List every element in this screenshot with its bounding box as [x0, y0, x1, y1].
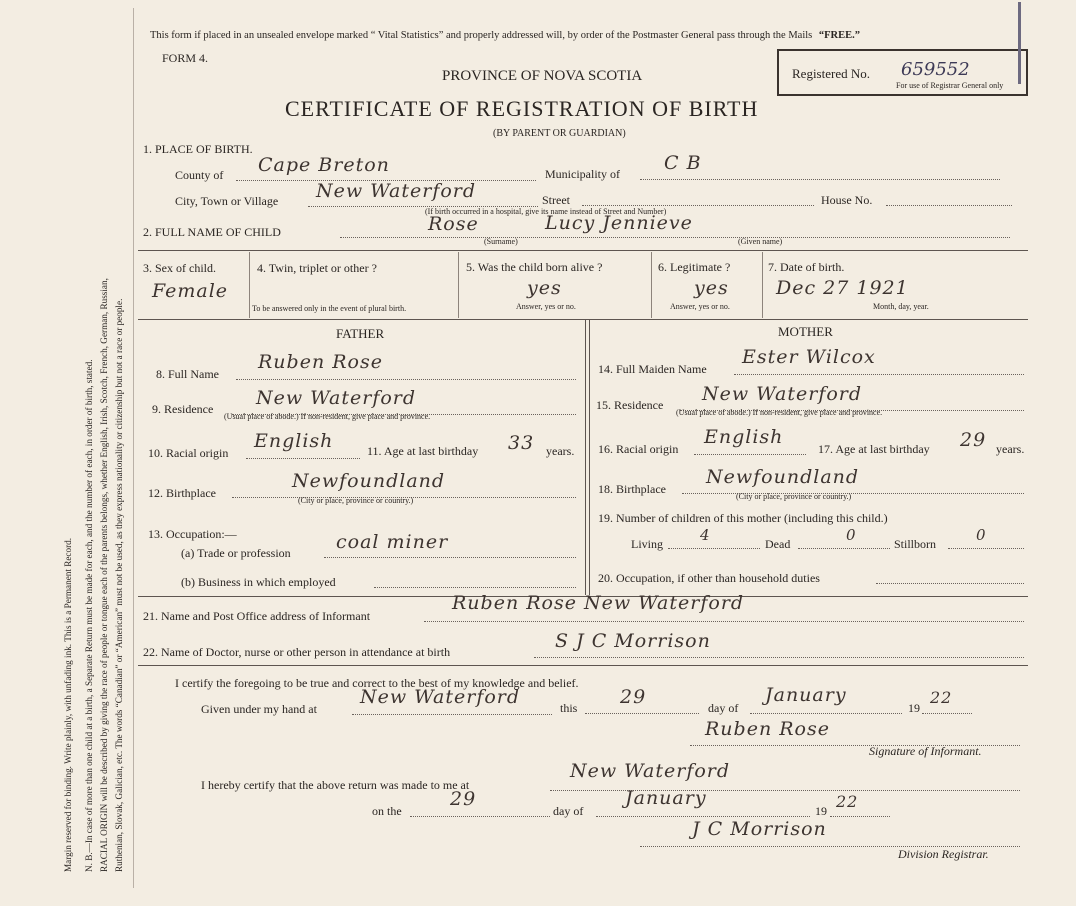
form-number: FORM 4.: [162, 51, 209, 65]
doctor-label: 22. Name of Doctor, nurse or other person in attendance at birth: [143, 645, 451, 659]
margin-note-4: Ruthenian, Slovak, Galician, etc. The words “Canadian” or “American” must not be used, as they express nationality or citizenship but not a race or people.: [114, 298, 124, 872]
father-race-label: 10. Racial origin: [148, 446, 229, 460]
street-label: Street: [542, 193, 570, 207]
mother-residence-note: (Usual place of abode.) If non-resident, give place and province.: [676, 408, 883, 417]
father-race-value: English: [254, 430, 334, 452]
certify-dayof-label: day of: [708, 701, 739, 715]
living-value: 4: [700, 526, 711, 544]
alive-label: 5. Was the child born alive ?: [466, 260, 603, 274]
father-age-value: 33: [508, 432, 535, 454]
municipality-value: C B: [664, 152, 702, 174]
dead-label: Dead: [765, 537, 791, 551]
given-under-hand-label: Given under my hand at: [201, 702, 317, 716]
registration-box: [777, 49, 1028, 96]
given-note: (Given name): [738, 237, 783, 246]
county-label: County of: [175, 168, 224, 182]
certify-day-value: 29: [620, 686, 647, 708]
registrar-dayof-label: day of: [553, 804, 584, 818]
father-name-label: 8. Full Name: [156, 367, 219, 381]
mother-residence-value: New Waterford: [702, 383, 863, 405]
registrar-statement: I hereby certify that the above return was made to me at: [201, 778, 470, 792]
father-name-value: Ruben Rose: [258, 351, 383, 373]
informant-label: 21. Name and Post Office address of Informant: [143, 609, 371, 623]
alive-value: yes: [527, 277, 562, 299]
mother-race-value: English: [704, 426, 784, 448]
registrar-month-value: January: [625, 787, 707, 809]
alive-note: Answer, yes or no.: [516, 302, 576, 311]
municipality-label: Municipality of: [545, 167, 620, 181]
margin-note-1: Margin reserved for binding. Write plainly, with unfading ink. This is a Permanent Record.: [63, 537, 73, 872]
this-label: this: [560, 701, 578, 715]
mother-name-value: Ester Wilcox: [742, 346, 876, 368]
ink-mark: [1018, 2, 1021, 84]
division-registrar-label: Division Registrar.: [898, 847, 989, 861]
place-of-birth-label: 1. PLACE OF BIRTH.: [143, 142, 253, 156]
on-the-label: on the: [372, 804, 402, 818]
city-value: New Waterford: [316, 180, 477, 202]
mother-birthplace-note: (City or place, province or country.): [736, 492, 852, 501]
father-age-label: 11. Age at last birthday: [367, 444, 479, 458]
child-name-label: 2. FULL NAME OF CHILD: [143, 225, 281, 239]
mother-name-label: 14. Full Maiden Name: [598, 362, 707, 376]
father-birthplace-label: 12. Birthplace: [148, 486, 216, 500]
registered-label: Registered No.: [792, 66, 870, 81]
province-heading: PROVINCE OF NOVA SCOTIA: [442, 68, 643, 84]
business-label: (b) Business in which employed: [181, 575, 336, 589]
registrar-use-note: For use of Registrar General only: [896, 81, 1004, 90]
mail-notice: [150, 31, 860, 42]
father-birthplace-value: Newfoundland: [292, 470, 446, 492]
child-given-value: Lucy Jennieve: [545, 212, 693, 234]
father-birthplace-note: (City or place, province or country.): [298, 496, 414, 505]
registrar-day-value: 29: [450, 788, 477, 810]
father-age-years: years.: [546, 444, 575, 458]
mother-heading: MOTHER: [778, 324, 833, 339]
mother-birthplace-value: Newfoundland: [706, 466, 860, 488]
mother-age-value: 29: [960, 429, 987, 451]
sex-value: Female: [152, 280, 229, 302]
children-count-label: 19. Number of children of this mother (including this child.): [598, 511, 888, 525]
city-label: City, Town or Village: [175, 194, 279, 208]
registrar-year-prefix: 19: [815, 804, 827, 818]
surname-note: (Surname): [484, 237, 518, 246]
dob-label: 7. Date of birth.: [768, 260, 845, 274]
mother-age-years: years.: [996, 442, 1025, 456]
dob-note: Month, day, year.: [873, 302, 929, 311]
doctor-value: S J C Morrison: [555, 630, 711, 652]
registrar-year-value: 22: [836, 792, 859, 811]
county-value: Cape Breton: [258, 154, 390, 176]
certificate-subtitle: (BY PARENT OR GUARDIAN): [493, 128, 626, 139]
mother-residence-label: 15. Residence: [596, 398, 664, 412]
trade-value: coal miner: [336, 531, 449, 553]
certify-year-value: 22: [930, 688, 953, 707]
informant-value: Ruben Rose New Waterford: [452, 592, 745, 614]
stillborn-value: 0: [976, 526, 987, 544]
mail-notice-text: This form if placed in an unsealed envelope marked “ Vital Statistics” and properly addressed will, by order of the Postmaster General pass through the Mails: [150, 30, 813, 41]
twin-label: 4. Twin, triplet or other ?: [257, 261, 377, 275]
twin-note: To be answered only in the event of plural birth.: [252, 304, 407, 313]
stillborn-label: Stillborn: [894, 537, 937, 551]
mother-age-label: 17. Age at last birthday: [818, 442, 930, 456]
dead-value: 0: [846, 526, 857, 544]
mother-occupation-label: 20. Occupation, if other than household duties: [598, 571, 820, 585]
registered-number: 659552: [901, 59, 970, 80]
certificate-title: CERTIFICATE OF REGISTRATION OF BIRTH: [285, 96, 759, 121]
binding-margin-line: [133, 8, 134, 888]
father-occupation-label: 13. Occupation:—: [148, 527, 237, 541]
father-residence-note: (Usual place of abode.) If non-resident, give place and province.: [224, 412, 431, 421]
certify-year-prefix: 19: [908, 701, 920, 715]
informant-signature: Ruben Rose: [705, 718, 830, 740]
legitimate-value: yes: [694, 277, 729, 299]
margin-note-3: RACIAL ORIGIN will be described by giving the race of people or tongue each of the parents belongs, whether English, Irish, Scotch, French, German, Russian,: [99, 278, 109, 872]
father-heading: FATHER: [336, 326, 385, 341]
mother-birthplace-label: 18. Birthplace: [598, 482, 666, 496]
certify-statement: I certify the foregoing to be true and correct to the best of my knowledge and belief.: [175, 676, 579, 690]
trade-label: (a) Trade or profession: [181, 546, 291, 560]
mother-race-label: 16. Racial origin: [598, 442, 679, 456]
house-label: House No.: [821, 193, 873, 207]
signature-of-informant-label: Signature of Informant.: [869, 744, 982, 758]
legitimate-label: 6. Legitimate ?: [658, 260, 731, 274]
margin-note-2: N. B.—In case of more than one child at a birth, a Separate Return must be made for each, and the number of each, in order of birth, stated.: [84, 359, 94, 872]
legitimate-note: Answer, yes or no.: [670, 302, 730, 311]
sex-label: 3. Sex of child.: [143, 261, 216, 275]
living-label: Living: [631, 537, 663, 551]
registrar-signature: J C Morrison: [692, 818, 827, 840]
free-label: “FREE.”: [818, 30, 861, 41]
father-residence-value: New Waterford: [256, 387, 417, 409]
given-place-value: New Waterford: [360, 686, 521, 708]
registrar-place-value: New Waterford: [570, 760, 731, 782]
certify-month-value: January: [765, 684, 847, 706]
hospital-note: (If birth occurred in a hospital, give its name instead of Street and Number): [425, 207, 667, 216]
father-residence-label: 9. Residence: [152, 402, 214, 416]
dob-value: Dec 27 1921: [776, 277, 909, 299]
child-surname-value: Rose: [428, 213, 479, 235]
